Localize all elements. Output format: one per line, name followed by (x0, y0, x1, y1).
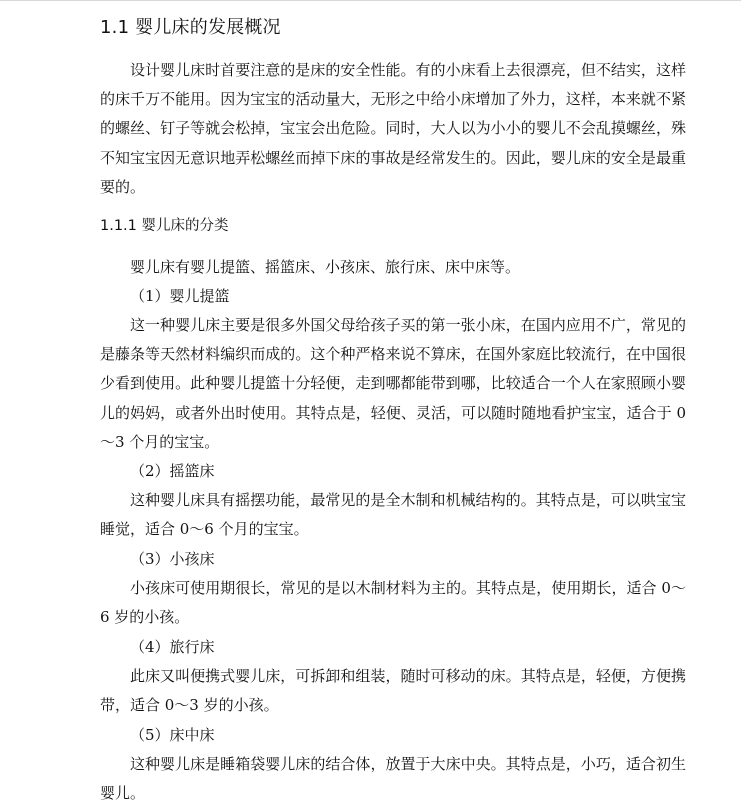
type-text-child-bed: 小孩床可使用期很长，常见的是以木制材料为主的。其特点是，使用期长，适合 0～6 岁的小孩。 (100, 579, 686, 627)
type-label-cradle: （2）摇篮床 (130, 462, 215, 480)
summary-paragraph: 婴儿床有婴儿提篮、摇篮床、小孩床、旅行床、床中床等。 (130, 258, 521, 276)
type-label-bed-in-bed: （5）床中床 (130, 726, 215, 744)
type-text-cradle: 这种婴儿床具有摇摆功能，最常见的是全木制和机械结构的。其特点是，可以哄宝宝睡觉，适合 0～6 个月的宝宝。 (100, 491, 686, 539)
section-heading: 1.1 婴儿床的发展概况 (100, 17, 281, 38)
type-label-basket: （1）婴儿提篮 (130, 287, 230, 305)
type-text-travel-bed: 此床又叫便携式婴儿床，可拆卸和组装，随时可移动的床。其特点是，轻便，方便携带，适合 0～3 岁的小孩。 (100, 667, 686, 715)
subsection-heading: 1.1.1 婴儿床的分类 (100, 218, 229, 234)
type-text-basket: 这一种婴儿床主要是很多外国父母给孩子买的第一张小床，在国内应用不广，常见的是藤条等天然材料编织而成的。这个种严格来说不算床，在国外家庭比较流行，在中国很少看到使用。此种婴儿提篮十分轻便，走到哪都能带到哪，比较适合一个人在家照顾小婴儿的妈妈，或者外出时使用。其特点是，轻便、灵活，可以随时随地看护宝宝，适合于 0～3 个月的宝宝。 (100, 316, 686, 451)
type-text-bed-in-bed: 这种婴儿床是睡箱袋婴儿床的结合体，放置于大床中央。其特点是，小巧，适合初生婴儿。 (100, 755, 686, 803)
type-label-child-bed: （3）小孩床 (130, 550, 215, 568)
page-top-border (0, 0, 741, 1)
intro-paragraph: 设计婴儿床时首要注意的是床的安全性能。有的小床看上去很漂亮，但不结实，这样的床千万不能用。因为宝宝的活动量大，无形之中给小床增加了外力，这样，本来就不紧的螺丝、钉子等就会松掉，宝宝会出危险。同时，大人以为小小的婴儿不会乱摸螺丝，殊不知宝宝因无意识地弄松螺丝而掉下床的事故是经常发生的。因此，婴儿床的安全是最重要的。 (100, 61, 686, 196)
type-label-travel-bed: （4）旅行床 (130, 638, 215, 656)
